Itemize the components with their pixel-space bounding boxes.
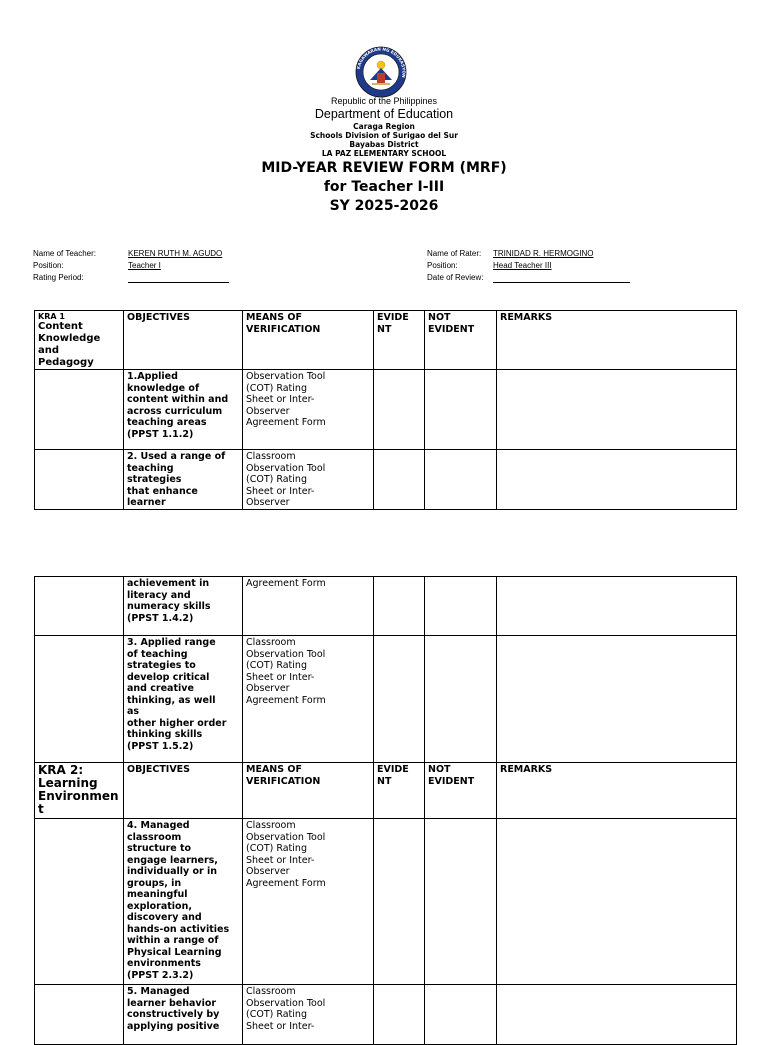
not-evident-header: NOT EVIDENT xyxy=(425,763,497,819)
means-header: MEANS OF VERIFICATION xyxy=(243,311,374,370)
not-evident-cell xyxy=(425,450,497,510)
school-name: LA PAZ ELEMENTARY SCHOOL xyxy=(321,149,447,158)
continuation-table xyxy=(34,576,737,1045)
position-label: Position: xyxy=(33,261,64,270)
remarks-cell xyxy=(497,819,737,985)
rater-label: Name of Rater: xyxy=(427,249,482,258)
evident-cell xyxy=(374,370,425,450)
deped-seal-logo xyxy=(355,46,407,98)
not-evident-cell xyxy=(425,819,497,985)
form-title: MID-YEAR REVIEW FORM (MRF) xyxy=(261,160,507,176)
objective-4: 4. Managed classroom structure to engage learners, individually or in groups, in meaningful exploration, discovery and hands-on activities within a range of Physical Learning environments (PPST 2.3.2) xyxy=(124,819,243,985)
rating-period-label: Rating Period: xyxy=(33,273,84,282)
kra2-header-row xyxy=(35,763,737,819)
mov-4: Classroom Observation Tool (COT) Rating Sheet or Inter- Observer Agreement Form xyxy=(243,819,374,985)
kra-blank-cell xyxy=(35,636,124,763)
evident-header: EVIDE NT xyxy=(374,311,425,370)
rater-position-value: Head Teacher III xyxy=(493,261,552,270)
school-year: SY 2025-2026 xyxy=(329,198,439,214)
mov-3: Classroom Observation Tool (COT) Rating Sheet or Inter- Observer Agreement Form xyxy=(243,636,374,763)
evident-cell xyxy=(374,577,425,636)
objective-3: 3. Applied range of teaching strategies to develop critical and creative thinking, as well as other higher order thinking skills (PPST 1.5.2) xyxy=(124,636,243,763)
remarks-cell xyxy=(497,985,737,1045)
kra1-name: Content Knowledge and Pedagogy xyxy=(38,321,101,368)
table-row xyxy=(35,985,737,1045)
evident-cell xyxy=(374,985,425,1045)
kra1-label: KRA 1 xyxy=(38,312,65,321)
evident-header: EVIDE NT xyxy=(374,763,425,819)
remarks-cell xyxy=(497,370,737,450)
republic-text: Republic of the Philippines xyxy=(330,96,438,106)
rater-name: TRINIDAD R. HERMOGINO xyxy=(493,249,594,258)
mov-2-continued: Agreement Form xyxy=(243,577,374,636)
table-row xyxy=(35,370,737,450)
evident-cell xyxy=(374,450,425,510)
objectives-header: OBJECTIVES xyxy=(124,763,243,819)
table-row xyxy=(35,450,737,510)
table-row xyxy=(35,819,737,985)
department-name: Department of Education xyxy=(314,107,454,121)
form-subtitle: for Teacher I-III xyxy=(323,179,445,195)
mov-1: Observation Tool (COT) Rating Sheet or Inter- Observer Agreement Form xyxy=(243,370,374,450)
not-evident-header: NOT EVIDENT xyxy=(425,311,497,370)
kra-blank-cell xyxy=(35,819,124,985)
kra1-header-row xyxy=(35,311,737,370)
kra-blank-cell xyxy=(35,577,124,636)
review-date-label: Date of Review: xyxy=(427,273,484,282)
objective-1: 1.Applied knowledge of content within and across curriculum teaching areas (PPST 1.1.2) xyxy=(124,370,243,450)
means-header: MEANS OF VERIFICATION xyxy=(243,763,374,819)
objective-2: 2. Used a range of teaching strategies that enhance learner xyxy=(124,450,243,510)
remarks-header: REMARKS xyxy=(497,763,737,819)
evident-cell xyxy=(374,819,425,985)
not-evident-cell xyxy=(425,985,497,1045)
kra-blank-cell xyxy=(35,370,124,450)
not-evident-cell xyxy=(425,370,497,450)
remarks-cell xyxy=(497,636,737,763)
rater-position-label: Position: xyxy=(427,261,458,270)
remarks-cell xyxy=(497,577,737,636)
kra1-table xyxy=(34,310,737,510)
rating-period-blank xyxy=(128,274,229,283)
kra-blank-cell xyxy=(35,985,124,1045)
evident-cell xyxy=(374,636,425,763)
teacher-label: Name of Teacher: xyxy=(33,249,96,258)
position-value: Teacher I xyxy=(128,261,161,270)
mov-2: Classroom Observation Tool (COT) Rating Sheet or Inter- Observer xyxy=(243,450,374,510)
table-row xyxy=(35,636,737,763)
not-evident-cell xyxy=(425,636,497,763)
kra1-cell xyxy=(35,311,124,370)
svg-text:KAGAWARAN NG EDUKASYON: KAGAWARAN NG EDUKASYON xyxy=(355,46,407,78)
division-text: Schools Division of Surigao del Sur xyxy=(310,130,458,140)
remarks-cell xyxy=(497,450,737,510)
review-date-blank xyxy=(493,274,630,283)
objectives-header: OBJECTIVES xyxy=(124,311,243,370)
mov-5: Classroom Observation Tool (COT) Rating Sheet or Inter- xyxy=(243,985,374,1045)
region-text: Caraga Region xyxy=(353,122,415,131)
objective-2-continued: achievement in literacy and numeracy skills (PPST 1.4.2) xyxy=(124,577,243,636)
kra2-label: KRA 2: Learning Environmen t xyxy=(35,763,124,819)
not-evident-cell xyxy=(425,577,497,636)
objective-5: 5. Managed learner behavior constructively by applying positive xyxy=(124,985,243,1045)
kra-blank-cell xyxy=(35,450,124,510)
table-row xyxy=(35,577,737,636)
remarks-header: REMARKS xyxy=(497,311,737,370)
district-text: Bayabas District xyxy=(349,140,419,149)
teacher-name: KEREN RUTH M. AGUDO xyxy=(128,249,223,258)
